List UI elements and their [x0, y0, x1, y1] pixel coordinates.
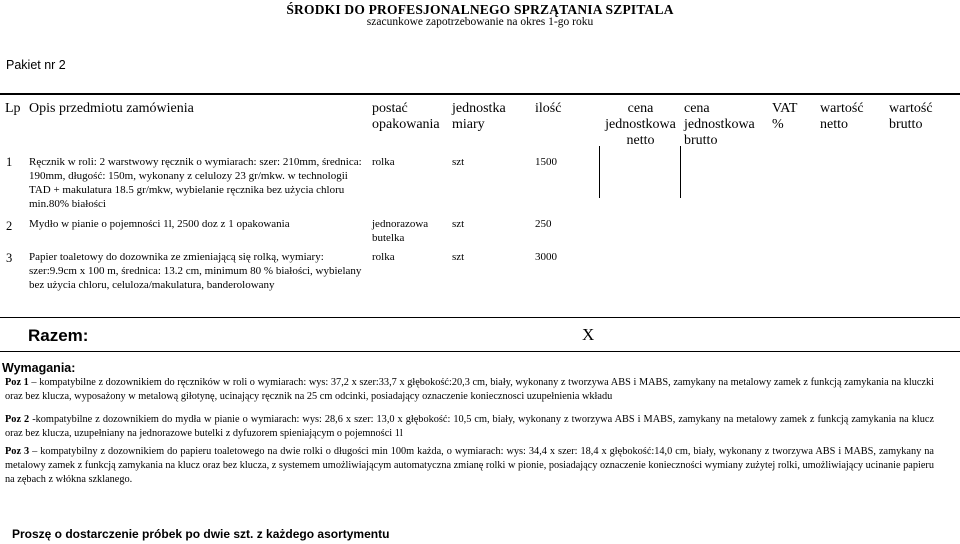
row-3-quantity: 3000	[535, 251, 557, 263]
table-top-border-inner	[0, 93, 960, 94]
row-3-description: Papier toaletowy do dozownika ze zmieniającą się rolką, wymiary: szer:9.9cm x 100 m, średnica: 13.2 cm, minimum 80 % białości, wybielany bez użycia chloru, celuloza/makulatura, banderolowany	[29, 251, 362, 291]
samples-note: Proszę o dostarczenie próbek po dwie szt. z każdego asortymentu	[12, 527, 390, 541]
row-1-quantity: 1500	[535, 156, 557, 168]
header-value-gross: wartość brutto	[889, 101, 933, 132]
table-bottom-border	[0, 317, 960, 318]
row-2-packaging: jednorazowa butelka	[372, 218, 429, 244]
row-2-unit: szt	[452, 218, 465, 230]
requirement-label: Poz 2	[5, 414, 30, 425]
header-value-net: wartość netto	[820, 101, 864, 132]
table-top-border	[0, 94, 960, 95]
header-description: Opis przedmiotu zamówienia	[29, 101, 194, 116]
total-label: Razem:	[28, 326, 89, 345]
row-1-packaging: rolka	[372, 156, 395, 168]
header-vat: VAT %	[772, 101, 798, 132]
requirement-label: Poz 1	[5, 377, 29, 388]
header-unit-price-gross: cena jednostkowa brutto	[684, 101, 755, 148]
summary-bottom-border	[0, 351, 960, 352]
row-2-quantity: 250	[535, 218, 552, 230]
header-lp: Lp	[5, 101, 21, 116]
requirements-heading: Wymagania:	[2, 361, 76, 375]
row-2-description: Mydło w pianie o pojemności 1l, 2500 doz z 1 opakowania	[29, 218, 290, 230]
requirement-item-2	[5, 413, 934, 441]
requirement-label: Poz 3	[5, 446, 30, 457]
header-packaging: postać opakowania	[372, 101, 440, 132]
column-divider	[680, 146, 681, 198]
row-1-description: Ręcznik w roli: 2 warstwowy ręcznik o wymiarach: szer: 210mm, średnica: 190mm, długość: 150m, wykonany z celulozy 23 gr/mkw. w technologii TAD + makulatura 18.5 gr/mkw, wybielanie ręcznika bez użycia chloru min.80% białości	[29, 156, 362, 210]
requirement-text: – kompatybilne z dozownikiem do ręczników w roli o wymiarach: wys: 37,2 x szer:33,7 x głębokość:20,3 cm, biały, wykonany z tworzywa ABS i MABS, zamykany na metalowy zamek z funkcją zamykania na kluczki oraz bez klucza, wyposażony w metalową giłotynę, ucinający ręcznik na 25 cm odcinki, posiadający oznaczenie koniecznosci uzupełnienia wkładu	[5, 377, 935, 402]
row-1-lp: 1	[6, 155, 13, 169]
document-title: ŚRODKI DO PROFESJONALNEGO SPRZĄTANIA SZPITALA	[286, 2, 674, 17]
header-unit-price-net: cena jednostkowa netto	[605, 101, 676, 148]
column-divider	[599, 146, 600, 198]
requirement-text: -kompatybilne z dozownikiem do mydła w pianie o wymiarach: wys: 28,6 x szer: 13,0 x głębokość: 10,5 cm, biały, wykonany z tworzywa ABS i MABS, zamykany na metalowy zamek z funkcją zamykania na klucz oraz bez klucza, uzupełniany na jednorazowe butelki z dyfuzorem spieniającym o pojemności 1l	[5, 414, 935, 439]
row-1-unit: szt	[452, 156, 465, 168]
row-3-packaging: rolka	[372, 251, 395, 263]
row-3-lp: 3	[6, 251, 13, 265]
document-subtitle: szacunkowe zapotrzebowanie na okres 1-go roku	[366, 16, 594, 28]
requirement-text: – kompatybilny z dozownikiem do papieru toaletowego na dwie rolki o długości min 100m każda, o wymiarach: wys: 34,4 x szer: 18,4 x głębokość:14,0 cm, biały, wykonany z tworzywa ABS i MABS, zamykany na metalowy zamek z funkcją zamykania na klucz oraz bez klucza, z systemem umożliwiającym automatyczna zmianę rolki w pionie, posiadający oznaczenie konieczności wymiany zużytej rolki, umożliwiający ucinanie papieru na zębach z włókna szklanego.	[5, 446, 934, 485]
total-x-mark: X	[582, 325, 595, 344]
header-quantity: ilość	[535, 101, 562, 116]
requirement-item-1	[5, 376, 934, 404]
package-label: Pakiet nr 2	[6, 58, 66, 72]
row-3-unit: szt	[452, 251, 465, 263]
requirement-item-3	[5, 445, 934, 487]
row-2-lp: 2	[6, 219, 13, 233]
header-unit: jednostka miary	[452, 101, 506, 132]
